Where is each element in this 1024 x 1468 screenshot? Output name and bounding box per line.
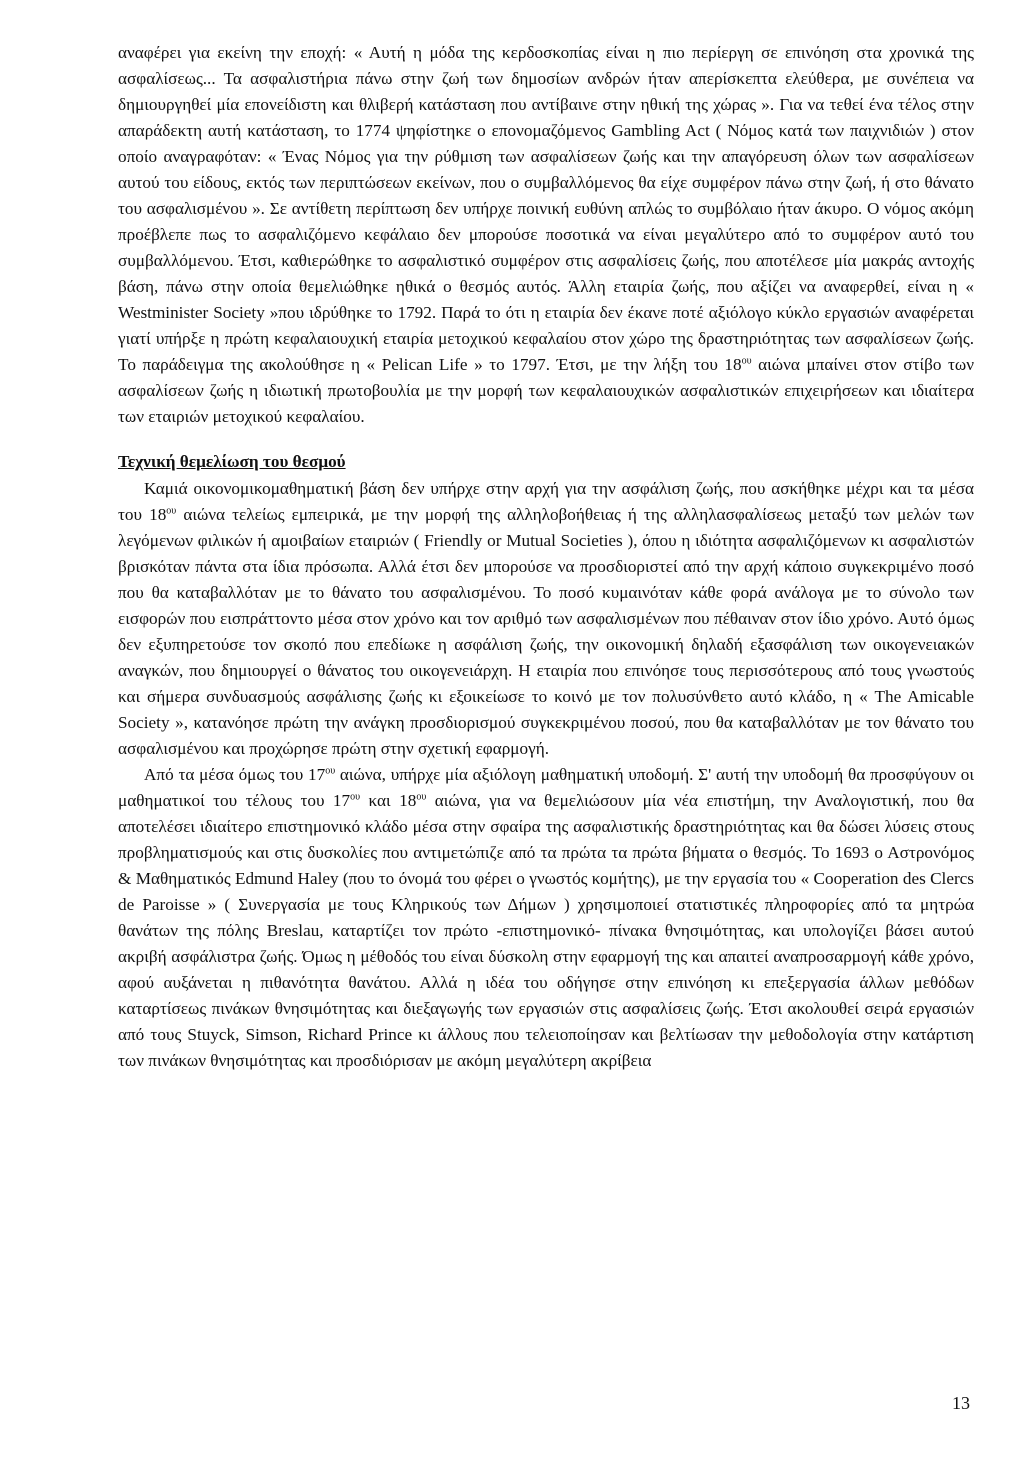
document-page	[118, 40, 974, 1074]
paragraph-3-part-c: και 18	[360, 791, 417, 810]
section-heading: Τεχνική θεμελίωση του θεσμού	[118, 452, 346, 471]
paragraph-3-part-b: αιώνα, υπήρχε μία αξιόλογη μαθηματική υποδομή. Σ' αυτή την υποδομή θα προσφύγουν οι μαθηματικοί του τέλους του 17	[118, 765, 974, 810]
page-number: 13	[952, 1393, 970, 1413]
paragraph-2-rest: αιώνα τελείως εμπειρικά, με την μορφή της αλληλοβοήθειας ή της αλληλασφαλίσεως μεταξύ των μελών των λεγόμενων φιλικών ή αμοιβαίων εταιριών ( Friendly or Mutual Societies ), όπου η ιδιότητα ασφαλιζόμενων κι ασφαλιστών βρισκόταν πάντα στα ίδια πρόσωπα. Αλλά έτσι δεν μπορούσε να προσδιοριστεί από την αρχή κάποιο συγκεκριμένο ποσό που θα καταβαλλόταν με το θάνατο του ασφαλισμένου. Το ποσό κυμαινόταν κάθε φορά ανάλογα με το σύνολο των εισφορών που εισπράττοντο μέσα στον χρόνο και τον αριθμό των ασφαλισμένων που πέθαιναν στον ίδιο χρόνο. Αυτό όμως δεν εξυπηρετούσε τον σκοπό που επεδίωκε η ασφάλιση ζωής, την οικονομική δηλαδή εξασφάλιση των οικογενειακών αναγκών, που δημιουργεί ο θάνατος του οικογενειάρχη. Η εταιρία που επινόησε τους περισσότερους από τους γνωστούς και σήμερα συνδυασμούς ασφάλισης ζωής κι εξοικείωσε το κοινό με τον πολυσύνθετο αυτό κλάδο, η « The Amicable Society », κατανόησε πρώτη την ανάγκη προσδιορισμού συγκεκριμένου ποσού, που θα καταβαλλόταν με τον θάνατο του ασφαλισμένου και προχώρησε πρώτη στην σχετική εφαρμογή.	[118, 505, 975, 758]
paragraph-1-gambling-act: Για να τεθεί ένα τέλος στην απαράδεκτη αυτή κατάσταση, το 1774 ψηφίστηκε ο επονομαζόμενος Gambling Act ( Νόμος κατά των παιχνιδιών ) στον οποίο αναγραφόταν: « Ένας Νόμος για την ρύθμιση των ασφαλίσεων ζωής και την απαγόρευση όλων των ασφαλίσεων αυτού του είδους, εκτός των περιπτώσεων εκείνων, που ο συμβαλλόμενος θα είχε συμφέρον πάνω στην ζωή, ή στο θάνατο του ασφαλισμένου ». Σε αντίθετη περίπτωση δεν υπήρχε ποινική ευθύνη απλώς το συμβόλαιο ήταν άκυρο. Ο νόμος ακόμη προέβλεπε πως το ασφαλιζόμενο κεφάλαιο δεν μπορούσε ποσοτικά να είναι μεγαλύτερο από το συμφέρον αυτό του συμβαλλόμενου. Έτσι, καθιερώθηκε το ασφαλιστικό συμφέρον στις ασφαλίσεις ζωής, που αποτέλεσε μία μακράς αντοχής βάση, πάνω στην οποία θεμελιώθηκε ηθικά ο θεσμός αυτός. Άλλη εταιρία ζωής, που αξίζει να αναφερθεί, είναι η « Westminister Society »που ιδρύθηκε το 1792. Παρά το ότι η εταιρία δεν έκανε ποτέ αξιόλογο κύκλο εργασιών αναφέρεται γιατί υπήρξε η πρώτη κεφαλαιουχική εταιρία μετοχικού κεφαλαίου στον χώρο της δραστηριότητας των ασφαλίσεων ζωής. Το παράδειγμα της ακολούθησε η « Pelican Life » το 1797. Έτσι, με την λήξη του 18	[118, 95, 974, 374]
body-paragraph-1	[118, 40, 974, 430]
paragraph-3-start: Από τα μέσα όμως του 17	[144, 765, 326, 784]
superscript-ordinal: ου	[416, 791, 427, 803]
superscript-ordinal: ου	[741, 355, 752, 367]
paragraph-1-quote: αναφέρει για εκείνη την εποχή: « Αυτή η μόδα της κερδοσκοπίας είναι η πιο περίεργη σε επινόηση στα χρονικά της ασφαλίσεως... Τα ασφαλιστήρια πάνω στην ζωή των δημοσίων ανδρών ήταν απερίσκεπτα ελεύθερα, με συνέπεια να δημιουργηθεί μία επονείδιστη και θλιβερή κατάσταση που αντίβαινε στην ηθική της χώρας ».	[118, 43, 974, 114]
body-paragraph-3	[118, 762, 974, 1074]
superscript-ordinal: ου	[166, 505, 177, 517]
body-paragraph-2	[118, 476, 974, 762]
paragraph-1-end: αιώνα μπαίνει στον στίβο των ασφαλίσεων ζωής η ιδιωτική πρωτοβουλία με την μορφή των κεφαλαιουχικών ασφαλιστικών επιχειρήσεων και ιδιαίτερα των εταιριών μετοχικού κεφαλαίου.	[118, 355, 974, 426]
paragraph-2-start: Καμιά οικονομικομαθηματική βάση δεν υπήρχε στην αρχή για την ασφάλιση ζωής, που ασκήθηκε μέχρι και τα μέσα του 18	[118, 479, 974, 524]
superscript-ordinal: ου	[350, 791, 361, 803]
paragraph-3-rest: αιώνα, για να θεμελιώσουν μία νέα επιστήμη, την Αναλογιστική, που θα αποτελέσει ιδιαίτερο επιστημονικό κλάδο μέσα στην σφαίρα της ασφαλιστικής δραστηριότητας και θα δώσει λύσεις στους προβληματισμούς και στις δυσκολίες που αντιμετώπιζε από τα πρώτα τα πρώτα βήματα ο θεσμός. Το 1693 ο Αστρονόμος & Μαθηματικός Edmund Haley (που το όνομά του φέρει ο γνωστός κομήτης), με την εργασία του « Cooperation des Clercs de Paroisse » ( Συνεργασία με τους Κληρικούς των Δήμων ) χρησιμοποιεί στατιστικές πληροφορίες από τα μητρώα θανάτων της πόλης Breslau, καταρτίζει τον πρώτο -επιστημονικό- πίνακα θνησιμότητας, και υπολογίζει βάσει αυτού ακριβή ασφάλιστρα ζωής. Όμως η μέθοδός του είναι δύσκολη στην εφαρμογή της και απαιτεί αναπροσαρμογή κάθε χρόνο, αφού αυξάνεται η πιθανότητα θανάτου. Αλλά η ιδέα του οδήγησε στην επινόηση κι επεξεργασία άλλων μεθόδων καταρτίσεως πινάκων θνησιμότητας και διεξαγωγής των εργασιών στις ασφαλίσεις ζωής. Έτσι ακολουθεί σειρά εργασιών από τους Stuyck, Simson, Richard Prince κι άλλους που τελειοποίησαν και βελτίωσαν την μεθοδολογία στην κατάρτιση των πινάκων θνησιμότητας και προσδιόρισαν με ακόμη μεγαλύτερη ακρίβεια	[118, 791, 974, 1070]
superscript-ordinal: ου	[325, 765, 336, 777]
